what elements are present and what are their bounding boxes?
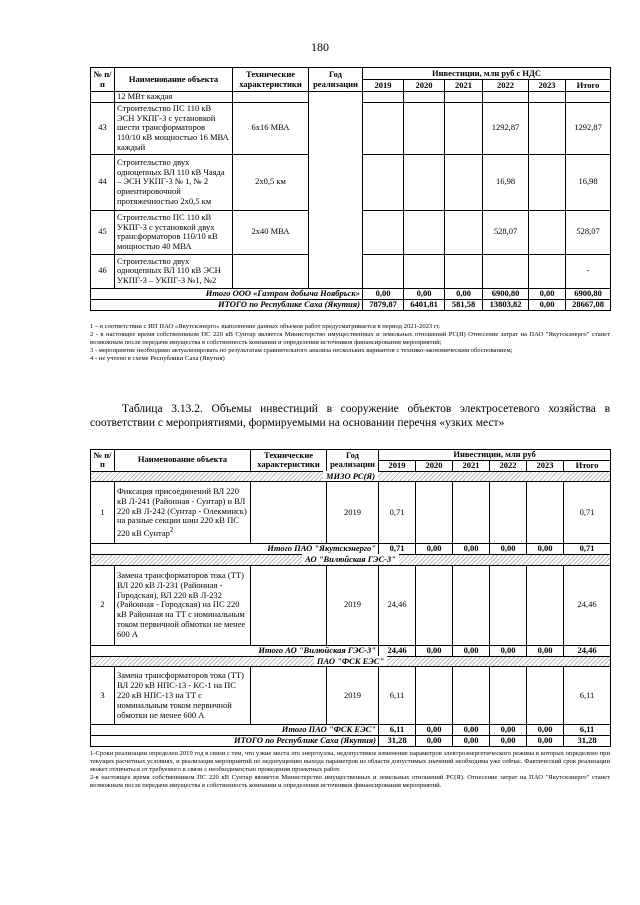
- year-header: 2019: [363, 80, 404, 92]
- group-title: АО "Вилюйская ГЭС-3": [302, 554, 399, 564]
- cell-num: 1: [91, 482, 115, 544]
- group-header: [91, 555, 611, 566]
- cell-value: 16,98: [483, 154, 529, 210]
- cell-value: 6,11: [564, 667, 611, 725]
- cell-value: 24,46: [564, 565, 611, 645]
- col-tech-header: Технические характеристики: [233, 68, 309, 92]
- subtotal-value: 0,00: [527, 645, 564, 656]
- table-row: [91, 482, 611, 544]
- note: 4 - не учтено в схеме Республики Саха (Якутия): [90, 354, 225, 362]
- page-number: 180: [311, 40, 329, 54]
- subtotal-value: 0,00: [404, 288, 445, 299]
- cell-name: Строительство ПС 110 кВ ЭСН УКПГ-3 с установкой шести трансформаторов 110/10 кВ мощностью 16 МВА каждый: [115, 102, 233, 154]
- subtotal-value: 0,00: [529, 288, 566, 299]
- note: 1-Сроки реализации определен 2019 год в связи с тем, что узкие места это энергоузлы, недопустимое изменение параметров электроэнергетического режима в которых определено при текущих расчетных условиях, и реализация мероприятий по недопущению выхода параметров из области допустимых значений необходима уже сейчас. Фактический срок реализации может отличаться от требуемого в связи с необходимостью проведения проектных работ.: [90, 750, 610, 773]
- cell-value: [490, 565, 527, 645]
- cell-tech: [251, 482, 327, 544]
- cell-name: [115, 482, 251, 544]
- subtotal-value: 0,00: [363, 288, 404, 299]
- cell-tech: 2х40 МВА: [233, 210, 309, 254]
- subtotal-value: 0,00: [445, 288, 483, 299]
- note: 3 - мероприятие необходимо актуализировать по результатам сравнительного анализа нескольких вариантов с технико-экономическим обоснованием;: [90, 346, 513, 354]
- cell-value: [445, 154, 483, 210]
- cell-name: Строительство двух одноцепных ВЛ 110 кВ Чаяда – ЭСН УКПГ-3 № 1, № 2 ориентировочной протяженностью 2х0,5 км: [115, 154, 233, 210]
- subtotal-label: Итого ООО «Газпром добыча Ноябрьск»: [91, 288, 363, 299]
- col-year-header: Год реализации: [327, 450, 379, 472]
- subtotal-value: 0,00: [527, 544, 564, 555]
- cell-name-text: Фиксация присоединений ВЛ 220 кВ Л-241 (Районная - Сунтар) и ВЛ 220 кВ Л-242 (Сунтар - Олекминск) на разные секции шин 220 кВ ПС 220 кВ Сунтар: [117, 485, 247, 538]
- total-value: 28667,08: [566, 299, 611, 310]
- subtotal-value: 0,00: [416, 725, 453, 736]
- cell-name: Замена трансформаторов тока (ТТ) ВЛ 220 кВ НПС-13 - КС-1 на ПС 220 кВ НПС-13 на ТТ с номинальным током первичной обмотки не менее 600 А: [115, 667, 251, 725]
- cell-value: 1292,87: [483, 102, 529, 154]
- table-caption: Таблица 3.13.2. Объемы инвестиций в сооружение объектов электросетевого хозяйства в соответствии с мероприятиями, формируемыми на основании перечня «узких мест»: [90, 403, 610, 429]
- subtotal-value: 0,00: [527, 725, 564, 736]
- year-header: 2020: [404, 80, 445, 92]
- cell-tech: 6х16 МВА: [233, 102, 309, 154]
- subtotal-label: Итого АО "Вилюйская ГЭС-3": [91, 645, 379, 656]
- total-value: 0,00: [416, 736, 453, 747]
- cell-value: [529, 102, 566, 154]
- cell-total: 1292,87: [566, 102, 611, 154]
- subtotal-value: 6900,80: [483, 288, 529, 299]
- cell-tech: 2х0,5 км: [233, 154, 309, 210]
- cell-value: [404, 254, 445, 288]
- year-header: 2022: [490, 460, 527, 471]
- table-row: [91, 565, 611, 645]
- cell-name: Строительство ПС 110 кВ УКПГ-3 с установкой двух трансформаторов 110/10 кВ мощностью 40 МВА: [115, 210, 233, 254]
- group-header: [91, 471, 611, 482]
- col-num-header: № п/п: [91, 68, 115, 92]
- cell-value: [445, 254, 483, 288]
- cell-name: 12 МВт каждая: [115, 92, 233, 103]
- cell-num: 46: [91, 254, 115, 288]
- subtotal-value: 0,71: [379, 544, 416, 555]
- group-header: [91, 656, 611, 667]
- cell-value: [527, 565, 564, 645]
- cell-total: -: [566, 254, 611, 288]
- cell-value: [404, 210, 445, 254]
- total-value: 0,00: [490, 736, 527, 747]
- subtotal-value: 0,00: [490, 645, 527, 656]
- note: 1 – в соответствии с ИП ПАО «Якутскэнерго» выполнение данных объемов работ предусматривается в период 2021-2023 гг.: [90, 323, 441, 330]
- subtotal-value: 24,46: [379, 645, 416, 656]
- col-num-header: № п/п: [91, 450, 115, 472]
- cell-num: 2: [91, 565, 115, 645]
- cell-num: 44: [91, 154, 115, 210]
- cell-value: [529, 210, 566, 254]
- year-header: 2022: [483, 80, 529, 92]
- cell-tech: [251, 667, 327, 725]
- subtotal-value: 0,00: [490, 544, 527, 555]
- total-value: 0,00: [529, 299, 566, 310]
- footnote-mark: 2: [169, 526, 174, 535]
- cell-num: 3: [91, 667, 115, 725]
- cell-value: [363, 254, 404, 288]
- subtotal-value: 6,11: [564, 725, 611, 736]
- cell-value: 528,07: [483, 210, 529, 254]
- cell-value: [483, 254, 529, 288]
- table-row: [91, 92, 611, 103]
- note: 2 - в настоящее время собственником ПС 220 кВ Сунтар является Министерство имущественных и земельных отношений РС(Я) Отнесение затрат на ПАО "Якутскэнерго" станет возможным после передачи имущества в собственность компании и определения источников финансирования мероприятий;: [90, 330, 610, 346]
- total-label: ИТОГО по Республике Саха (Якутия): [91, 299, 363, 310]
- col-invest-header: Инвестиции, млн руб с НДС: [363, 68, 611, 80]
- total-value: 581,58: [445, 299, 483, 310]
- cell-value: [529, 154, 566, 210]
- cell-value: [527, 667, 564, 725]
- cell-year: 2019: [327, 482, 379, 544]
- year-header: 2021: [453, 460, 490, 471]
- note: 2-в настоящее время собственником ПС 220 кВ Сунтар является Министерство имущественных и земельных отношений РС(Я). Отнесение затрат на ПАО "Якутскэнерго" станет возможным после передачи имущества в собственность компании и определения источников финансирования мероприятий.: [90, 773, 610, 789]
- total-value: 31,28: [564, 736, 611, 747]
- cell-value: [416, 565, 453, 645]
- cell-total: 528,07: [566, 210, 611, 254]
- cell-total: 16,98: [566, 154, 611, 210]
- total-row: [91, 299, 611, 310]
- subtotal-row: [91, 544, 611, 555]
- year-header: 2023: [527, 460, 564, 471]
- subtotal-value: 0,00: [453, 544, 490, 555]
- cell-value: [453, 565, 490, 645]
- cell-value: [363, 102, 404, 154]
- subtotal-value: 0,00: [453, 645, 490, 656]
- cell-value: [527, 482, 564, 544]
- year-header: 2020: [416, 460, 453, 471]
- subtotal-value: 0,00: [416, 645, 453, 656]
- table1-notes: [90, 323, 610, 363]
- investment-table-1: [90, 67, 611, 311]
- cell-year: 2019: [327, 667, 379, 725]
- subtotal-label: Итого ПАО "ФСК ЕЭС": [91, 725, 379, 736]
- cell-value: [445, 210, 483, 254]
- subtotal-value: 0,00: [453, 725, 490, 736]
- group-title: МИЗО РС(Я): [323, 471, 378, 481]
- cell-tech: [233, 254, 309, 288]
- investment-table-2: [90, 449, 611, 747]
- year-header: 2023: [529, 80, 566, 92]
- subtotal-value: 24,46: [564, 645, 611, 656]
- subtotal-value: 6,11: [379, 725, 416, 736]
- cell-value: [363, 154, 404, 210]
- cell-name: Строительство двух одноцепных ВЛ 110 кВ ЭСН УКПГ-3 – УКПГ-3 №1, №2: [115, 254, 233, 288]
- subtotal-row: [91, 725, 611, 736]
- cell-value: 0,71: [379, 482, 416, 544]
- total-value: 31,28: [379, 736, 416, 747]
- total-value: 0,00: [527, 736, 564, 747]
- cell-value: 0,71: [564, 482, 611, 544]
- cell-value: 24,46: [379, 565, 416, 645]
- cell-num: 45: [91, 210, 115, 254]
- subtotal-row: [91, 288, 611, 299]
- table2-notes: [90, 750, 610, 790]
- cell-value: [416, 667, 453, 725]
- total-label: ИТОГО по Республике Саха (Якутия): [91, 736, 379, 747]
- col-name-header: Наименование объекта: [115, 68, 233, 92]
- subtotal-label: Итого ПАО "Якутскэнерго": [91, 544, 379, 555]
- cell-value: [445, 102, 483, 154]
- col-name-header: Наименование объекта: [115, 450, 251, 472]
- total-header: Итого: [566, 80, 611, 92]
- total-value: 13803,82: [483, 299, 529, 310]
- col-tech-header: Технические характеристики: [251, 450, 327, 472]
- cell-name: Замена трансформаторов тока (ТТ) ВЛ 220 кВ Л-231 (Районная - Городская), ВЛ 220 кВ Л-232 (Районная - Городская) на ПС 220 кВ Районная на ТТ с номинальным током первичной обмотки не менее 600 А: [115, 565, 251, 645]
- year-header: 2021: [445, 80, 483, 92]
- subtotal-value: 0,71: [564, 544, 611, 555]
- cell-value: [404, 154, 445, 210]
- cell-value: [453, 667, 490, 725]
- total-value: 7879,87: [363, 299, 404, 310]
- cell-value: 6,11: [379, 667, 416, 725]
- cell-value: [453, 482, 490, 544]
- subtotal-value: 0,00: [490, 725, 527, 736]
- cell-value: [490, 482, 527, 544]
- year-header: 2019: [379, 460, 416, 471]
- subtotal-value: 6900,80: [566, 288, 611, 299]
- cell-value: [404, 102, 445, 154]
- subtotal-value: 0,00: [416, 544, 453, 555]
- cell-value: [363, 210, 404, 254]
- total-row: [91, 736, 611, 747]
- cell-year: 2019: [327, 565, 379, 645]
- cell-tech: [251, 565, 327, 645]
- group-title: ПАО "ФСК ЕЭС": [314, 656, 387, 666]
- total-value: 0,00: [453, 736, 490, 747]
- total-header: Итого: [564, 460, 611, 471]
- table-row: [91, 667, 611, 725]
- total-value: 6401,81: [404, 299, 445, 310]
- col-year-header: Год реализации: [309, 68, 363, 92]
- cell-value: [529, 254, 566, 288]
- subtotal-row: [91, 645, 611, 656]
- cell-value: [490, 667, 527, 725]
- cell-value: [416, 482, 453, 544]
- cell-num: 43: [91, 102, 115, 154]
- col-invest-header: Инвестиции, млн руб: [379, 450, 611, 461]
